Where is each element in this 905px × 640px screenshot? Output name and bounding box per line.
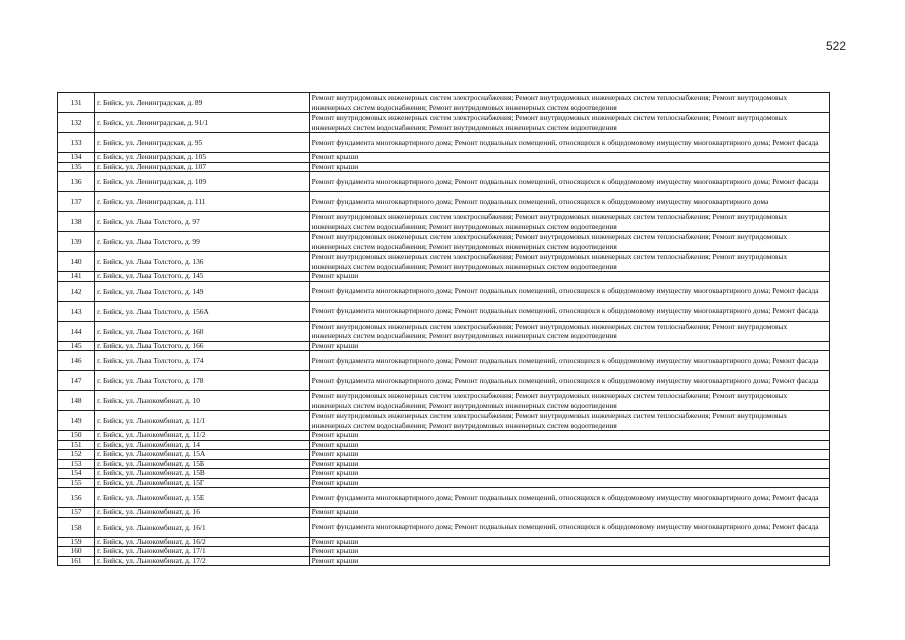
row-number-cell: 133 <box>58 133 95 153</box>
table-row <box>58 321 830 341</box>
repair-works-cell: Ремонт фундамента многоквартирного дома; Ремонт подвальных помещений, относящихся к общедомовому имуществу многоквартирного дома; Ремонт фасада <box>309 281 829 301</box>
table-row <box>58 411 830 431</box>
table-row <box>58 212 830 232</box>
row-number-cell: 139 <box>58 232 95 252</box>
table-row <box>58 547 830 557</box>
table-row <box>58 272 830 282</box>
repair-works-cell: Ремонт фундамента многоквартирного дома; Ремонт подвальных помещений, относящихся к общедомовому имуществу многоквартирного дома; Ремонт фасада <box>309 517 829 537</box>
repair-works-cell: Ремонт фундамента многоквартирного дома; Ремонт подвальных помещений, относящихся к общедомовому имуществу многоквартирного дома; Ремонт фасада <box>309 301 829 321</box>
repair-works-cell: Ремонт фундамента многоквартирного дома; Ремонт подвальных помещений, относящихся к общедомовому имуществу многоквартирного дома; Ремонт фасада <box>309 488 829 508</box>
repair-works-cell: Ремонт внутридомовых инженерных систем электроснабжения; Ремонт внутридомовых инженерных систем теплоснабжения; Ремонт внутридомовых инженерных систем водоснабжения; Ремонт внутридомовых инженерных систем водоотведения <box>309 93 829 113</box>
row-number-cell: 159 <box>58 537 95 547</box>
row-number-cell: 152 <box>58 450 95 460</box>
row-number-cell: 132 <box>58 113 95 133</box>
repair-works-cell: Ремонт фундамента многоквартирного дома; Ремонт подвальных помещений, относящихся к общедомовому имуществу многоквартирного дома; Ремонт фасада <box>309 371 829 391</box>
address-cell: г. Бийск, ул. Льва Толстого, д. 99 <box>95 232 310 252</box>
address-cell: г. Бийск, ул. Льва Толстого, д. 160 <box>95 321 310 341</box>
row-number-cell: 160 <box>58 547 95 557</box>
address-cell: г. Бийск, ул. Ленинградская, д. 105 <box>95 153 310 163</box>
row-number-cell: 134 <box>58 153 95 163</box>
repair-works-cell: Ремонт крыши <box>309 272 829 282</box>
repair-works-cell: Ремонт фундамента многоквартирного дома; Ремонт подвальных помещений, относящихся к общедомовому имуществу многоквартирного дома <box>309 192 829 212</box>
table-row <box>58 556 830 566</box>
address-cell: г. Бийск, ул. Льва Толстого, д. 178 <box>95 371 310 391</box>
table-row <box>58 431 830 441</box>
address-cell: г. Бийск, ул. Льнокомбинат, д. 11/2 <box>95 431 310 441</box>
repair-works-cell: Ремонт внутридомовых инженерных систем электроснабжения; Ремонт внутридомовых инженерных систем теплоснабжения; Ремонт внутридомовых инженерных систем водоснабжения; Ремонт внутридомовых инженерных систем водоотведения <box>309 252 829 272</box>
address-cell: г. Бийск, ул. Льнокомбинат, д. 10 <box>95 391 310 411</box>
address-cell: г. Бийск, ул. Ленинградская, д. 89 <box>95 93 310 113</box>
repair-works-cell: Ремонт крыши <box>309 478 829 488</box>
works-table-body <box>58 93 830 566</box>
row-number-cell: 137 <box>58 192 95 212</box>
repair-works-cell: Ремонт крыши <box>309 162 829 172</box>
table-row <box>58 252 830 272</box>
address-cell: г. Бийск, ул. Ленинградская, д. 111 <box>95 192 310 212</box>
address-cell: г. Бийск, ул. Льнокомбинат, д. 16/2 <box>95 537 310 547</box>
address-cell: г. Бийск, ул. Льнокомбинат, д. 15Е <box>95 488 310 508</box>
row-number-cell: 141 <box>58 272 95 282</box>
table-row <box>58 93 830 113</box>
address-cell: г. Бийск, ул. Льнокомбинат, д. 15А <box>95 450 310 460</box>
row-number-cell: 144 <box>58 321 95 341</box>
row-number-cell: 131 <box>58 93 95 113</box>
table-row <box>58 440 830 450</box>
repair-works-cell: Ремонт внутридомовых инженерных систем электроснабжения; Ремонт внутридомовых инженерных систем теплоснабжения; Ремонт внутридомовых инженерных систем водоснабжения; Ремонт внутридомовых инженерных систем водоотведения <box>309 232 829 252</box>
repair-works-cell: Ремонт фундамента многоквартирного дома; Ремонт подвальных помещений, относящихся к общедомовому имуществу многоквартирного дома; Ремонт фасада <box>309 133 829 153</box>
table-row <box>58 450 830 460</box>
row-number-cell: 138 <box>58 212 95 232</box>
repair-works-cell: Ремонт крыши <box>309 440 829 450</box>
address-cell: г. Бийск, ул. Ленинградская, д. 109 <box>95 172 310 192</box>
row-number-cell: 149 <box>58 411 95 431</box>
table-row <box>58 391 830 411</box>
table-row <box>58 153 830 163</box>
repair-works-cell: Ремонт крыши <box>309 556 829 566</box>
address-cell: г. Бийск, ул. Льнокомбинат, д. 11/1 <box>95 411 310 431</box>
address-cell: г. Бийск, ул. Льнокомбинат, д. 17/1 <box>95 547 310 557</box>
address-cell: г. Бийск, ул. Льва Толстого, д. 149 <box>95 281 310 301</box>
repair-works-cell: Ремонт крыши <box>309 469 829 479</box>
table-row <box>58 371 830 391</box>
row-number-cell: 147 <box>58 371 95 391</box>
table-row <box>58 469 830 479</box>
address-cell: г. Бийск, ул. Льнокомбинат, д. 15В <box>95 469 310 479</box>
repair-works-cell: Ремонт внутридомовых инженерных систем электроснабжения; Ремонт внутридомовых инженерных систем теплоснабжения; Ремонт внутридомовых инженерных систем водоснабжения; Ремонт внутридомовых инженерных систем водоотведения <box>309 411 829 431</box>
table-row <box>58 162 830 172</box>
address-cell: г. Бийск, ул. Льнокомбинат, д. 16/1 <box>95 517 310 537</box>
address-cell: г. Бийск, ул. Ленинградская, д. 91/1 <box>95 113 310 133</box>
works-table-container <box>57 92 830 566</box>
row-number-cell: 146 <box>58 351 95 371</box>
row-number-cell: 158 <box>58 517 95 537</box>
repair-works-cell: Ремонт внутридомовых инженерных систем электроснабжения; Ремонт внутридомовых инженерных систем теплоснабжения; Ремонт внутридомовых инженерных систем водоснабжения; Ремонт внутридомовых инженерных систем водоотведения <box>309 113 829 133</box>
row-number-cell: 156 <box>58 488 95 508</box>
works-table <box>57 92 830 566</box>
repair-works-cell: Ремонт крыши <box>309 431 829 441</box>
row-number-cell: 153 <box>58 459 95 469</box>
table-row <box>58 478 830 488</box>
table-row <box>58 508 830 518</box>
repair-works-cell: Ремонт крыши <box>309 459 829 469</box>
row-number-cell: 148 <box>58 391 95 411</box>
address-cell: г. Бийск, ул. Льнокомбинат, д. 15Г <box>95 478 310 488</box>
row-number-cell: 142 <box>58 281 95 301</box>
address-cell: г. Бийск, ул. Льнокомбинат, д. 15Б <box>95 459 310 469</box>
table-row <box>58 172 830 192</box>
repair-works-cell: Ремонт фундамента многоквартирного дома; Ремонт подвальных помещений, относящихся к общедомовому имуществу многоквартирного дома; Ремонт фасада <box>309 172 829 192</box>
address-cell: г. Бийск, ул. Льва Толстого, д. 174 <box>95 351 310 371</box>
table-row <box>58 232 830 252</box>
repair-works-cell: Ремонт фундамента многоквартирного дома; Ремонт подвальных помещений, относящихся к общедомовому имуществу многоквартирного дома; Ремонт фасада <box>309 351 829 371</box>
row-number-cell: 135 <box>58 162 95 172</box>
row-number-cell: 154 <box>58 469 95 479</box>
table-row <box>58 517 830 537</box>
repair-works-cell: Ремонт крыши <box>309 341 829 351</box>
table-row <box>58 341 830 351</box>
table-row <box>58 192 830 212</box>
address-cell: г. Бийск, ул. Льва Толстого, д. 145 <box>95 272 310 282</box>
row-number-cell: 140 <box>58 252 95 272</box>
row-number-cell: 155 <box>58 478 95 488</box>
repair-works-cell: Ремонт внутридомовых инженерных систем электроснабжения; Ремонт внутридомовых инженерных систем теплоснабжения; Ремонт внутридомовых инженерных систем водоснабжения; Ремонт внутридомовых инженерных систем водоотведения <box>309 212 829 232</box>
table-row <box>58 133 830 153</box>
table-row <box>58 488 830 508</box>
address-cell: г. Бийск, ул. Льнокомбинат, д. 17/2 <box>95 556 310 566</box>
repair-works-cell: Ремонт крыши <box>309 537 829 547</box>
table-row <box>58 281 830 301</box>
repair-works-cell: Ремонт крыши <box>309 547 829 557</box>
row-number-cell: 150 <box>58 431 95 441</box>
row-number-cell: 157 <box>58 508 95 518</box>
row-number-cell: 136 <box>58 172 95 192</box>
address-cell: г. Бийск, ул. Льва Толстого, д. 156А <box>95 301 310 321</box>
row-number-cell: 151 <box>58 440 95 450</box>
repair-works-cell: Ремонт крыши <box>309 450 829 460</box>
table-row <box>58 301 830 321</box>
row-number-cell: 161 <box>58 556 95 566</box>
page-number: 522 <box>826 39 847 53</box>
table-row <box>58 537 830 547</box>
address-cell: г. Бийск, ул. Льнокомбинат, д. 16 <box>95 508 310 518</box>
repair-works-cell: Ремонт крыши <box>309 508 829 518</box>
repair-works-cell: Ремонт внутридомовых инженерных систем электроснабжения; Ремонт внутридомовых инженерных систем теплоснабжения; Ремонт внутридомовых инженерных систем водоснабжения; Ремонт внутридомовых инженерных систем водоотведения <box>309 391 829 411</box>
address-cell: г. Бийск, ул. Льнокомбинат, д. 14 <box>95 440 310 450</box>
address-cell: г. Бийск, ул. Ленинградская, д. 107 <box>95 162 310 172</box>
repair-works-cell: Ремонт внутридомовых инженерных систем электроснабжения; Ремонт внутридомовых инженерных систем теплоснабжения; Ремонт внутридомовых инженерных систем водоснабжения; Ремонт внутридомовых инженерных систем водоотведения <box>309 321 829 341</box>
table-row <box>58 351 830 371</box>
table-row <box>58 459 830 469</box>
repair-works-cell: Ремонт крыши <box>309 153 829 163</box>
row-number-cell: 143 <box>58 301 95 321</box>
address-cell: г. Бийск, ул. Ленинградская, д. 95 <box>95 133 310 153</box>
row-number-cell: 145 <box>58 341 95 351</box>
address-cell: г. Бийск, ул. Льва Толстого, д. 136 <box>95 252 310 272</box>
table-row <box>58 113 830 133</box>
address-cell: г. Бийск, ул. Льва Толстого, д. 97 <box>95 212 310 232</box>
address-cell: г. Бийск, ул. Льва Толстого, д. 166 <box>95 341 310 351</box>
